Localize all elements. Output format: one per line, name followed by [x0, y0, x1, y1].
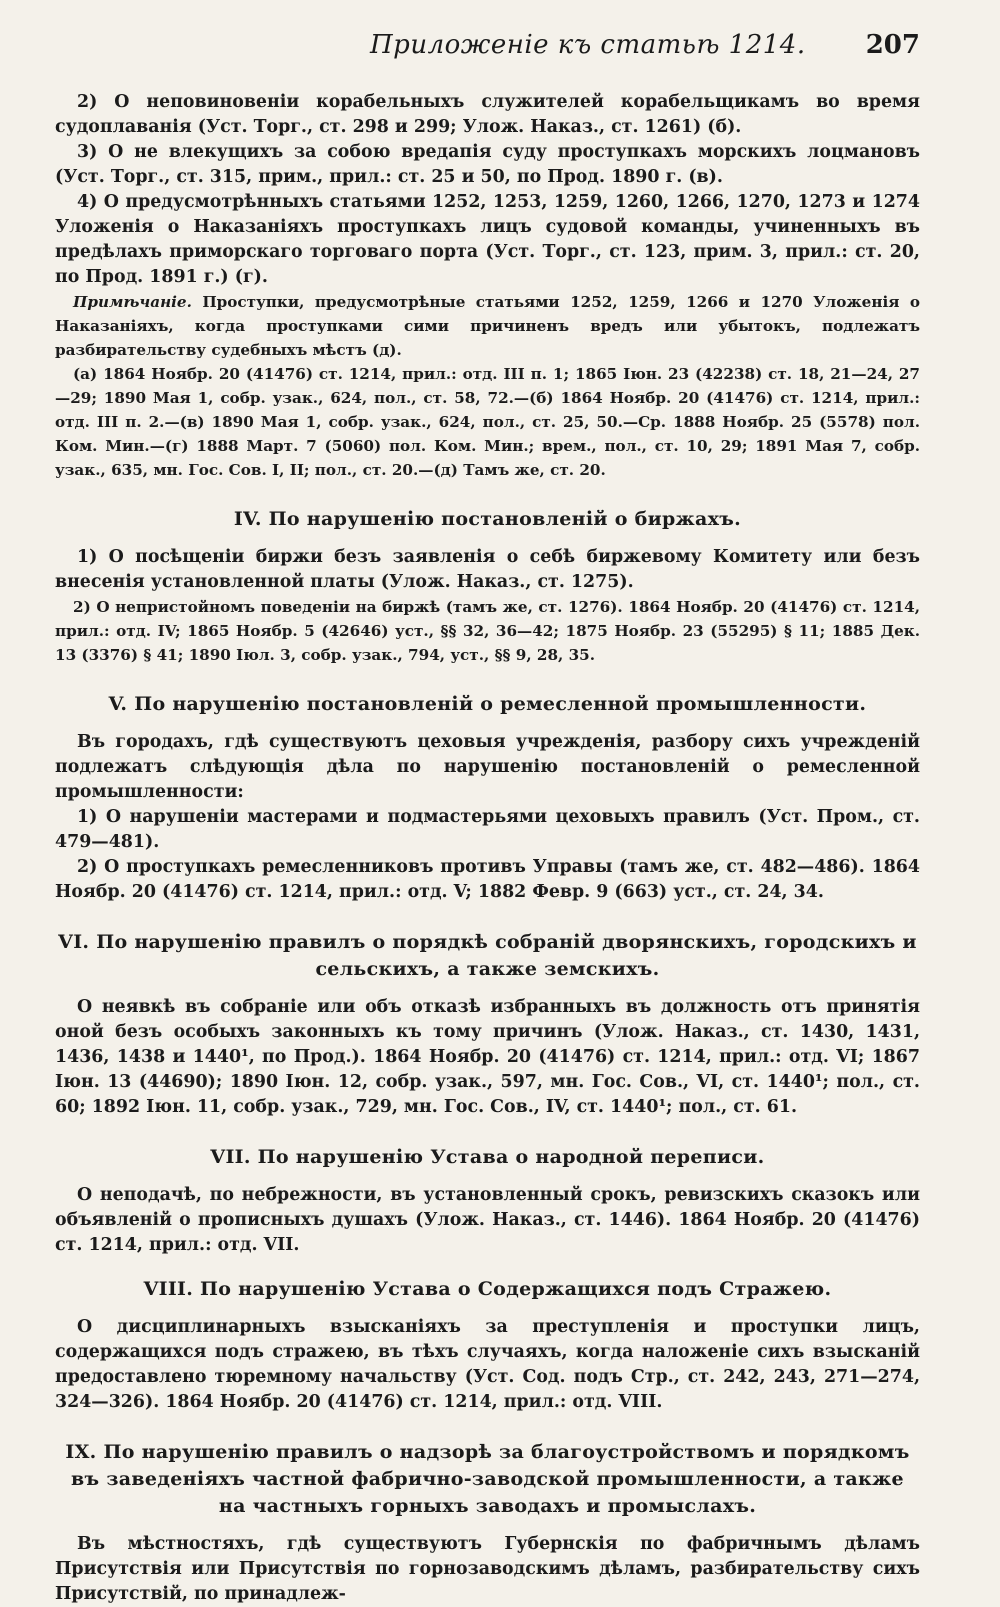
running-title: Приложеніе къ статьѣ 1214.: [370, 30, 806, 60]
paragraph: О дисциплинарныхъ взысканіяхъ за преступленія и проступки лицъ, содержащихся подъ стражею, въ тѣхъ случаяхъ, когда наложеніе сихъ взысканій предоставлено тюремному начальству (Уст. Сод. подъ Стр., ст. 242, 243, 271—274, 324—326). 1864 Ноябр. 20 (41476) ст. 1214, прил.: отд. VIII.: [55, 1317, 920, 1412]
paragraph: 2) О непристойномъ поведеніи на биржѣ (тамъ же, ст. 1276). 1864 Ноябр. 20 (41476) ст. 1214, прил.: отд. IV; 1865 Ноябр. 5 (42646) уст., §§ 32, 36—42; 1875 Ноябр. 23 (55295) § 11; 1885 Дек. 13 (3376) § 41; 1890 Іюл. 3, собр. узак., 794, уст., §§ 9, 28, 35.: [55, 598, 920, 664]
section-heading-viii: VIII. По нарушенію Устава о Содержащихся подъ Стражею.: [143, 1278, 832, 1300]
page-header: [55, 0, 920, 90]
paragraph: 4) О предусмотрѣнныхъ статьями 1252, 1253, 1259, 1260, 1266, 1270, 1273 и 1274 Уложенія о Наказаніяхъ проступкахъ лицъ судовой команды, учиненныхъ въ предѣлахъ приморскаго торговаго порта (Уст. Торг., ст. 123, прим. 3, прил.: ст. 20, по Прод. 1891 г.) (г).: [55, 192, 920, 287]
note-label: Примѣчаніе.: [73, 293, 192, 311]
paragraph: Въ мѣстностяхъ, гдѣ существуютъ Губернскія по фабричнымъ дѣламъ Присутствія или Присутствія по горнозаводскимъ дѣламъ, разбирательству сихъ Присутствій, по принадлеж-: [55, 1534, 920, 1604]
section-heading-vi: VI. По нарушенію правилъ о порядкѣ собраній дворянскихъ, городскихъ и сельскихъ, а также земскихъ.: [58, 931, 917, 980]
paragraph: 2) О проступкахъ ремесленниковъ противъ Управы (тамъ же, ст. 482—486). 1864 Ноябр. 20 (41476) ст. 1214, прил.: отд. V; 1882 Февр. 9 (663) уст., ст. 24, 34.: [55, 857, 920, 902]
legal-references: (а) 1864 Ноябр. 20 (41476) ст. 1214, прил.: отд. III п. 1; 1865 Іюн. 23 (42238) ст. 18, 21—24, 27—29; 1890 Мая 1, собр. узак., 624, пол., ст. 58, 72.—(б) 1864 Ноябр. 20 (41476) ст. 1214, прил.: отд. III п. 2.—(в) 1890 Мая 1, собр. узак., 624, пол., ст. 25, 50.—Ср. 1888 Ноябр. 25 (5578) пол. Ком. Мин.—(г) 1888 Март. 7 (5060) пол. Ком. Мин.; врем., пол., ст. 10, 29; 1891 Мая 7, собр. узак., 635, мн. Гос. Сов. I, II; пол., ст. 20.—(д) Тамъ же, ст. 20.: [55, 365, 920, 479]
paragraph: 1) О посѣщеніи биржи безъ заявленія о себѣ биржевому Комитету или безъ внесенія установленной платы (Улож. Наказ., ст. 1275).: [55, 547, 920, 592]
note-text: Проступки, предусмотрѣные статьями 1252, 1259, 1266 и 1270 Уложенія о Наказаніяхъ, когда проступками сими причиненъ вредъ или убытокъ, подлежатъ разбирательству судебныхъ мѣстъ (д).: [55, 293, 920, 359]
paragraph: 3) О не влекущихъ за собою вредапія суду проступкахъ морскихъ лоцмановъ (Уст. Торг., ст. 315, прим., прил.: ст. 25 и 50, по Прод. 1890 г. (в).: [55, 142, 920, 187]
section-heading-v: V. По нарушенію постановленій о ремесленной промышленности.: [108, 693, 867, 715]
section-heading-ix: IX. По нарушенію правилъ о надзорѣ за благоустройствомъ и порядкомъ въ заведеніяхъ частной фабрично-заводской промышленности, а также на частныхъ горныхъ заводахъ и промыслахъ.: [65, 1441, 910, 1517]
section-heading-vii: VII. По нарушенію Устава о народной переписи.: [210, 1146, 765, 1168]
paragraph: 1) О нарушеніи мастерами и подмастерьями цеховыхъ правилъ (Уст. Пром., ст. 479—481).: [55, 807, 920, 852]
section-heading-iv: IV. По нарушенію постановленій о биржахъ.: [233, 508, 742, 530]
paragraph: О неподачѣ, по небрежности, въ установленный срокъ, ревизскихъ сказокъ или объявленій о прописныхъ душахъ (Улож. Наказ., ст. 1446). 1864 Ноябр. 20 (41476) ст. 1214, прил.: отд. VII.: [55, 1185, 920, 1255]
paragraph: 2) О неповиновеніи корабельныхъ служителей корабельщикамъ во время судоплаванія (Уст. Торг., ст. 298 и 299; Улож. Наказ., ст. 1261) (б).: [55, 92, 920, 137]
paragraph: О неявкѣ въ собраніе или объ отказѣ избранныхъ въ должность отъ принятія оной безъ особыхъ законныхъ къ тому причинъ (Улож. Наказ., ст. 1430, 1431, 1436, 1438 и 1440¹, по Прод.). 1864 Ноябр. 20 (41476) ст. 1214, прил.: отд. VI; 1867 Іюн. 13 (44690); 1890 Іюн. 12, собр. узак., 597, мн. Гос. Сов., VI, ст. 1440¹; пол., ст. 60; 1892 Іюн. 11, собр. узак., 729, мн. Гос. Сов., IV, ст. 1440¹; пол., ст. 61.: [55, 997, 920, 1117]
note-paragraph: [55, 290, 920, 362]
page-content: [55, 90, 920, 1607]
paragraph: Въ городахъ, гдѣ существуютъ цеховыя учрежденія, разбору сихъ учрежденій подлежатъ слѣдующія дѣла по нарушенію постановленій о ремесленной промышленности:: [55, 732, 920, 802]
page-number: 207: [865, 30, 920, 60]
